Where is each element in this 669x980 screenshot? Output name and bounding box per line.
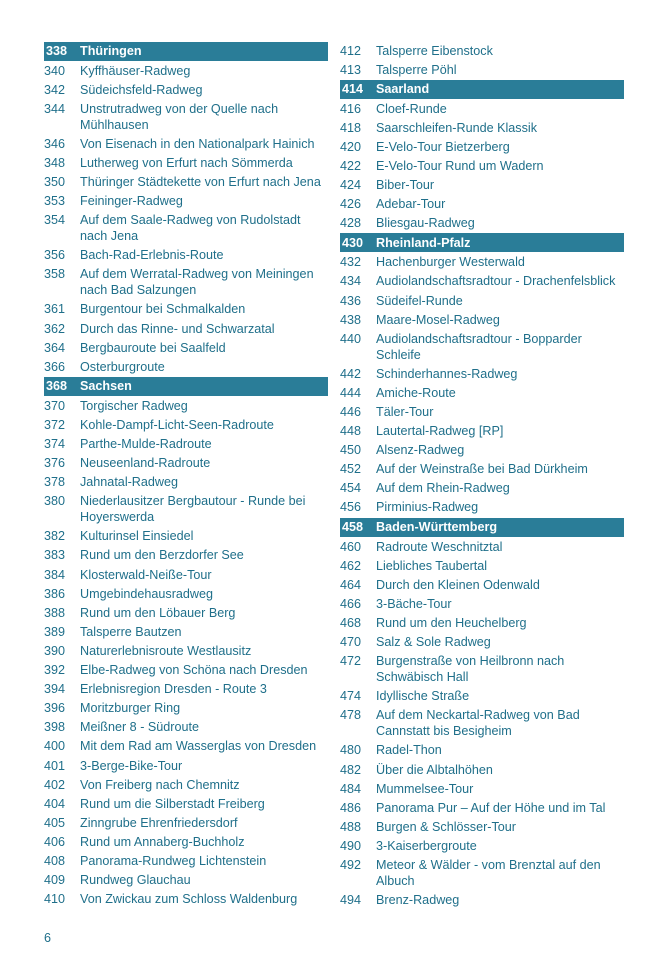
entry-page-number: 346 (44, 136, 66, 151)
entry-page-number: 444 (340, 385, 362, 400)
section-header (44, 377, 328, 396)
entry-page-number: 422 (340, 158, 362, 173)
entry-page-number: 480 (340, 743, 362, 758)
entry-title: Umgebindehausradweg (80, 586, 214, 601)
section-title: Thüringen (80, 44, 142, 58)
toc-entry (340, 60, 624, 79)
entry-title: E-Velo-Tour Bietzerberg (376, 139, 510, 154)
toc-entry (44, 756, 328, 775)
entry-page-number: 494 (340, 893, 362, 908)
entry-page-number: 454 (340, 481, 362, 496)
entry-title: Audiolandschaftsradtour - Drachenfelsblick (376, 274, 616, 289)
entry-page-number: 468 (340, 615, 362, 630)
entry-page-number: 442 (340, 366, 362, 381)
toc-entry (340, 156, 624, 175)
toc-entry (44, 415, 328, 434)
entry-title: Lautertal-Radweg [RP] (376, 424, 504, 439)
entry-title: Zinngrube Ehrenfriedersdorf (80, 815, 238, 830)
entry-title: Kohle-Dampf-Licht-Seen-Radroute (80, 417, 274, 432)
toc-entry (340, 272, 624, 291)
entry-title: Talsperre Pöhl (376, 62, 457, 77)
section-header (44, 42, 328, 61)
entry-title: Neuseenland-Radroute (80, 456, 211, 471)
entry-page-number: 389 (44, 624, 66, 639)
entry-page-number: 350 (44, 174, 66, 189)
toc-entry (44, 153, 328, 172)
entry-title: Rund um den Berzdorfer See (80, 548, 244, 563)
entry-page-number: 488 (340, 819, 362, 834)
toc-entry (44, 454, 328, 473)
entry-title: 3-Berge-Bike-Tour (80, 758, 183, 773)
entry-page-number: 428 (340, 216, 362, 231)
toc-entry (44, 192, 328, 211)
toc-entry (340, 613, 624, 632)
entry-title: Kulturinsel Einsiedel (80, 529, 194, 544)
entry-page-number: 413 (340, 62, 362, 77)
entry-page-number: 361 (44, 302, 66, 317)
entry-page-number: 376 (44, 456, 66, 471)
toc-entry (340, 441, 624, 460)
entry-page-number: 424 (340, 178, 362, 193)
toc-entry (44, 871, 328, 890)
entry-title: Auf dem Rhein-Radweg (376, 481, 510, 496)
entry-title: Bach-Rad-Erlebnis-Route (80, 248, 224, 263)
entry-title: 3-Bäche-Tour (376, 596, 452, 611)
toc-entry (44, 319, 328, 338)
toc-entry (44, 211, 328, 246)
toc-entry (44, 61, 328, 80)
toc-entry (44, 737, 328, 756)
toc-entry (340, 195, 624, 214)
entry-page-number: 380 (44, 494, 66, 509)
page-number: 6 (44, 931, 52, 945)
entry-title: Südeichsfeld-Radweg (80, 82, 203, 97)
entry-title: Auf der Weinstraße bei Bad Dürkheim (376, 462, 588, 477)
entry-title: Von Eisenach in den Nationalpark Hainich (80, 136, 315, 151)
entry-page-number: 478 (340, 708, 362, 723)
toc-entry (340, 836, 624, 855)
toc-entry (340, 556, 624, 575)
toc-entry (340, 403, 624, 422)
entry-title: Klosterwald-Neiße-Tour (80, 567, 212, 582)
entry-title: Brenz-Radweg (376, 893, 460, 908)
entry-title: Durch den Kleinen Odenwald (376, 577, 540, 592)
entry-title: Rund um den Löbauer Berg (80, 605, 236, 620)
entry-page-number: 490 (340, 838, 362, 853)
entry-page-number: 410 (44, 892, 66, 907)
entry-title: Bliesgau-Radweg (376, 216, 475, 231)
entry-page-number: 398 (44, 720, 66, 735)
entry-page-number: 472 (340, 654, 362, 669)
entry-page-number: 396 (44, 701, 66, 716)
entry-title: Cloef-Runde (376, 101, 447, 116)
toc-entry (340, 364, 624, 383)
entry-title: Mit dem Rad am Wasserglas von Dresden (80, 739, 317, 754)
entry-page-number: 408 (44, 853, 66, 868)
entry-title: Maare-Mosel-Radweg (376, 312, 500, 327)
section-page-number: 430 (342, 235, 364, 250)
entry-page-number: 366 (44, 359, 66, 374)
entry-page-number: 384 (44, 567, 66, 582)
entry-page-number: 420 (340, 139, 362, 154)
entry-title: Adebar-Tour (376, 197, 446, 212)
toc-entry (44, 699, 328, 718)
entry-page-number: 440 (340, 331, 362, 346)
entry-page-number: 394 (44, 682, 66, 697)
toc-entry (44, 396, 328, 415)
entry-page-number: 344 (44, 101, 66, 116)
entry-title: Niederlausitzer Bergbautour - Runde bei Hoyerswerda (80, 494, 306, 525)
entry-title: Auf dem Neckartal-Radweg von Bad Cannstatt bis Besigheim (376, 708, 580, 739)
entry-page-number: 416 (340, 101, 362, 116)
entry-page-number: 386 (44, 586, 66, 601)
entry-title: Mummelsee-Tour (376, 781, 474, 796)
entry-title: Liebliches Taubertal (376, 558, 488, 573)
entry-page-number: 482 (340, 762, 362, 777)
entry-title: Feininger-Radweg (80, 194, 183, 209)
entry-title: Amiche-Route (376, 385, 456, 400)
entry-page-number: 450 (340, 443, 362, 458)
entry-title: 3-Kaiserbergroute (376, 838, 477, 853)
entry-page-number: 382 (44, 529, 66, 544)
entry-title: Durch das Rinne- und Schwarzatal (80, 321, 275, 336)
entry-page-number: 392 (44, 663, 66, 678)
toc-entry (340, 594, 624, 613)
entry-title: Idyllische Straße (376, 689, 470, 704)
section-page-number: 458 (342, 520, 364, 535)
toc-entry (44, 794, 328, 813)
toc-entry (44, 473, 328, 492)
entry-page-number: 460 (340, 539, 362, 554)
entry-title: Südeifel-Runde (376, 293, 463, 308)
toc-entry (44, 718, 328, 737)
toc-entry (340, 479, 624, 498)
entry-page-number: 406 (44, 834, 66, 849)
entry-title: Rund um den Heuchelberg (376, 615, 527, 630)
entry-title: Rund um die Silberstadt Freiberg (80, 796, 265, 811)
toc-entry (44, 134, 328, 153)
entry-page-number: 452 (340, 462, 362, 477)
toc-entry (340, 291, 624, 310)
toc-entry (340, 741, 624, 760)
entry-page-number: 353 (44, 194, 66, 209)
entry-page-number: 354 (44, 213, 66, 228)
entry-page-number: 434 (340, 274, 362, 289)
toc-entry (340, 41, 624, 60)
entry-title: Bergbauroute bei Saalfeld (80, 340, 226, 355)
entry-page-number: 400 (44, 739, 66, 754)
section-title: Baden-Württemberg (376, 520, 498, 535)
entry-page-number: 446 (340, 405, 362, 419)
toc-entry (44, 265, 328, 300)
section-header (340, 80, 624, 99)
entry-page-number: 492 (340, 857, 362, 872)
toc-entry (340, 329, 624, 364)
entry-title: Torgischer Radweg (80, 398, 188, 413)
entry-title: Auf dem Saale-Radweg von Rudolstadt nach Jena (80, 213, 301, 244)
toc-entry (340, 817, 624, 836)
entry-title: Erlebnisregion Dresden - Route 3 (80, 682, 267, 697)
toc-entry (340, 422, 624, 441)
entry-title: Pirminius-Radweg (376, 500, 479, 515)
entry-page-number: 438 (340, 312, 362, 327)
entry-title: Meißner 8 - Südroute (80, 720, 199, 735)
section-page-number: 368 (46, 379, 68, 394)
entry-page-number: 372 (44, 417, 66, 432)
entry-title: Jahnatal-Radweg (80, 475, 179, 490)
entry-title: Rundweg Glauchau (80, 873, 191, 888)
toc-entry (340, 575, 624, 594)
toc-entry (44, 527, 328, 546)
toc-entry (44, 565, 328, 584)
toc-entry (44, 622, 328, 641)
entry-page-number: 470 (340, 635, 362, 650)
entry-title: Biber-Tour (376, 178, 435, 193)
entry-title: Hachenburger Westerwald (376, 255, 525, 270)
section-title: Sachsen (80, 379, 132, 394)
entry-title: Von Freiberg nach Chemnitz (80, 777, 240, 792)
entry-page-number: 370 (44, 398, 66, 413)
entry-title: E-Velo-Tour Rund um Wadern (376, 158, 544, 173)
toc-entry (340, 760, 624, 779)
entry-title: Salz & Sole Radweg (376, 635, 491, 650)
entry-title: Schinderhannes-Radweg (376, 366, 518, 381)
entry-page-number: 409 (44, 873, 66, 888)
toc-entry (44, 300, 328, 319)
section-title: Rheinland-Pfalz (376, 235, 471, 250)
toc-entry (44, 172, 328, 191)
toc-entry (340, 855, 624, 890)
toc-entry (44, 546, 328, 565)
toc-entry (340, 779, 624, 798)
toc-entry (340, 460, 624, 479)
entry-title: Lutherweg von Erfurt nach Sömmerda (80, 155, 293, 170)
entry-title: Rund um Annaberg-Buchholz (80, 834, 245, 849)
toc-entry (44, 813, 328, 832)
entry-page-number: 474 (340, 689, 362, 704)
toc-entry (340, 137, 624, 156)
entry-page-number: 432 (340, 255, 362, 270)
entry-title: Talsperre Eibenstock (376, 43, 493, 58)
section-header (340, 233, 624, 252)
entry-title: Saarschleifen-Runde Klassik (376, 120, 538, 135)
toc-entry (44, 338, 328, 357)
entry-title: Moritzburger Ring (80, 701, 181, 716)
toc-entry (340, 537, 624, 556)
entry-page-number: 388 (44, 605, 66, 620)
toc-entry (340, 652, 624, 687)
toc-entry (44, 435, 328, 454)
entry-title: Auf dem Werratal-Radweg von Meiningen nach Bad Salzungen (80, 267, 314, 298)
entry-title: Parthe-Mulde-Radroute (80, 437, 212, 451)
entry-page-number: 456 (340, 500, 362, 515)
entry-title: Kyffhäuser-Radweg (80, 63, 191, 78)
entry-title: Thüringer Städtekette von Erfurt nach Jena (80, 174, 321, 189)
toc-entry (44, 99, 328, 134)
entry-title: Audiolandschaftsradtour - Bopparder Schleife (376, 331, 582, 362)
entry-page-number: 404 (44, 796, 66, 811)
entry-page-number: 362 (44, 321, 66, 336)
toc-entry (340, 798, 624, 817)
toc-entry (44, 492, 328, 527)
entry-page-number: 378 (44, 475, 66, 490)
section-title: Saarland (376, 82, 430, 97)
toc-entry (340, 706, 624, 741)
entry-page-number: 342 (44, 82, 66, 97)
entry-page-number: 340 (44, 63, 66, 78)
toc-entry (340, 310, 624, 329)
toc-entry (44, 661, 328, 680)
entry-page-number: 448 (340, 424, 362, 439)
entry-page-number: 402 (44, 777, 66, 792)
entry-title: Elbe-Radweg von Schöna nach Dresden (80, 663, 308, 678)
entry-title: Talsperre Bautzen (80, 624, 182, 639)
entry-page-number: 364 (44, 340, 66, 355)
entry-page-number: 356 (44, 248, 66, 263)
entry-page-number: 383 (44, 548, 66, 563)
entry-page-number: 464 (340, 577, 362, 592)
entry-page-number: 401 (44, 758, 66, 773)
entry-title: Osterburgroute (80, 359, 165, 374)
toc-entry (340, 176, 624, 195)
toc-entry (44, 775, 328, 794)
section-header (340, 518, 624, 537)
entry-page-number: 358 (44, 267, 66, 282)
toc-entry (44, 584, 328, 603)
entry-page-number: 486 (340, 800, 362, 815)
toc-entry (340, 383, 624, 402)
section-page-number: 338 (46, 44, 68, 58)
entry-page-number: 348 (44, 155, 66, 170)
entry-page-number: 466 (340, 596, 362, 611)
entry-title: Burgen & Schlösser-Tour (376, 819, 516, 834)
entry-page-number: 405 (44, 815, 66, 830)
toc-entry (340, 687, 624, 706)
toc-entry (44, 80, 328, 99)
entry-title: Panorama-Rundweg Lichtenstein (80, 853, 267, 868)
entry-title: Unstrutradweg von der Quelle nach Mühlhausen (80, 101, 279, 132)
toc-entry (44, 603, 328, 622)
toc-entry (44, 680, 328, 699)
entry-title: Panorama Pur – Auf der Höhe und im Tal (376, 800, 606, 815)
toc-entry (340, 498, 624, 517)
entry-title: Täler-Tour (376, 405, 434, 419)
entry-title: Radel-Thon (376, 743, 442, 758)
section-page-number: 414 (342, 82, 364, 97)
toc-entry (44, 641, 328, 660)
toc-entry (44, 890, 328, 909)
entry-title: Burgenstraße von Heilbronn nach Schwäbisch Hall (376, 654, 565, 685)
entry-title: Alsenz-Radweg (376, 443, 465, 458)
entry-page-number: 418 (340, 120, 362, 135)
toc-entry (340, 99, 624, 118)
entry-page-number: 412 (340, 43, 362, 58)
toc-entry (340, 253, 624, 272)
entry-page-number: 436 (340, 293, 362, 308)
entry-title: Naturerlebnisroute Westlausitz (80, 643, 252, 658)
entry-title: Meteor & Wälder - vom Brenztal auf den Albuch (376, 857, 601, 888)
entry-title: Radroute Weschnitztal (376, 539, 503, 554)
toc-entry (340, 633, 624, 652)
toc-left-column (44, 41, 328, 909)
entry-page-number: 462 (340, 558, 362, 573)
toc-entry (340, 214, 624, 233)
toc-entry (44, 357, 328, 376)
entry-title: Von Zwickau zum Schloss Waldenburg (80, 892, 298, 907)
entry-page-number: 374 (44, 437, 66, 451)
entry-page-number: 390 (44, 643, 66, 658)
toc-right-column (340, 41, 624, 910)
toc-entry (340, 118, 624, 137)
entry-title: Über die Albtalhöhen (376, 762, 493, 777)
toc-entry (44, 246, 328, 265)
toc-entry (44, 851, 328, 870)
entry-page-number: 484 (340, 781, 362, 796)
entry-page-number: 426 (340, 197, 362, 212)
toc-entry (44, 832, 328, 851)
toc-entry (340, 891, 624, 910)
entry-title: Burgentour bei Schmalkalden (80, 302, 246, 317)
